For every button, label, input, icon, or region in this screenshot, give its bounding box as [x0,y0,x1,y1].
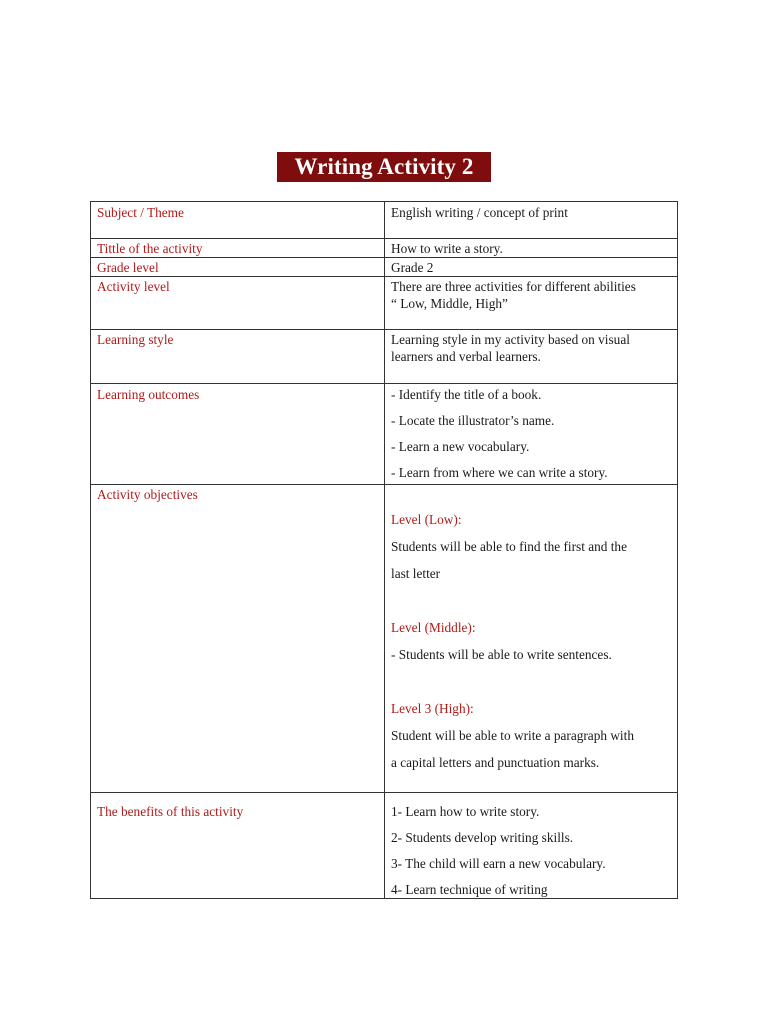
label-outcomes [91,384,385,485]
objective-middle-heading: Level (Middle): [391,620,476,635]
label-outcomes-text: Learning outcomes [97,387,200,402]
objective-high-heading: Level 3 (High): [391,701,474,716]
label-objectives-text: Activity objectives [97,487,198,502]
activity-table [90,201,678,899]
objective-low-heading: Level (Low): [391,512,462,527]
value-benefits [385,793,678,899]
benefit-item: 3- The child will earn a new vocabulary. [391,856,606,871]
table-row-title [91,239,678,258]
outcome-item: - Identify the title of a book. [391,387,542,402]
learning-style-line-2: learners and verbal learners. [391,349,541,364]
value-subject-text: English writing / concept of print [391,205,568,220]
label-title [91,239,385,258]
benefit-item: 2- Students develop writing skills. [391,830,574,845]
value-objectives [385,485,678,793]
label-grade-text: Grade level [97,260,159,275]
value-title [385,239,678,258]
table-row-outcomes [91,384,678,485]
objective-high-line-2: a capital letters and punctuation marks. [391,755,600,770]
objective-spacer [391,668,671,695]
label-subject-text: Subject / Theme [97,205,184,220]
label-title-text: Tittle of the activity [97,241,203,256]
activity-level-line-1: There are three activities for different abilities [391,279,636,294]
label-grade [91,258,385,277]
outcome-item: - Learn from where we can write a story. [391,465,608,480]
outcome-item: - Locate the illustrator’s name. [391,413,555,428]
benefit-item: 1- Learn how to write story. [391,804,540,819]
label-subject [91,202,385,239]
objective-spacer [391,587,671,614]
activity-level-line-2: “ Low, Middle, High” [391,296,508,311]
table-row-grade [91,258,678,277]
value-grade [385,258,678,277]
objective-middle-line-1: - Students will be able to write sentences. [391,647,612,662]
label-activity-level-text: Activity level [97,279,170,294]
table-row-objectives [91,485,678,793]
label-benefits-text: The benefits of this activity [97,804,244,819]
table-row-learning-style [91,330,678,384]
label-benefits [91,793,385,899]
value-learning-style [385,330,678,384]
value-title-text: How to write a story. [391,241,503,256]
value-grade-text: Grade 2 [391,260,434,275]
objective-high-line-1: Student will be able to write a paragraph with [391,728,634,743]
label-activity-level [91,277,385,330]
value-outcomes [385,384,678,485]
objective-low-line-1: Students will be able to find the first and the [391,539,627,554]
label-objectives [91,485,385,793]
label-learning-style [91,330,385,384]
table-row-subject [91,202,678,239]
label-learning-style-text: Learning style [97,332,174,347]
value-subject [385,202,678,239]
document-title: Writing Activity 2 [277,152,491,182]
table-row-activity-level [91,277,678,330]
objective-low-line-2: last letter [391,566,441,581]
table-row-benefits [91,793,678,899]
learning-style-line-1: Learning style in my activity based on visual [391,332,630,347]
benefit-item: 4- Learn technique of writing [391,882,548,897]
outcome-item: - Learn a new vocabulary. [391,439,530,454]
value-activity-level [385,277,678,330]
